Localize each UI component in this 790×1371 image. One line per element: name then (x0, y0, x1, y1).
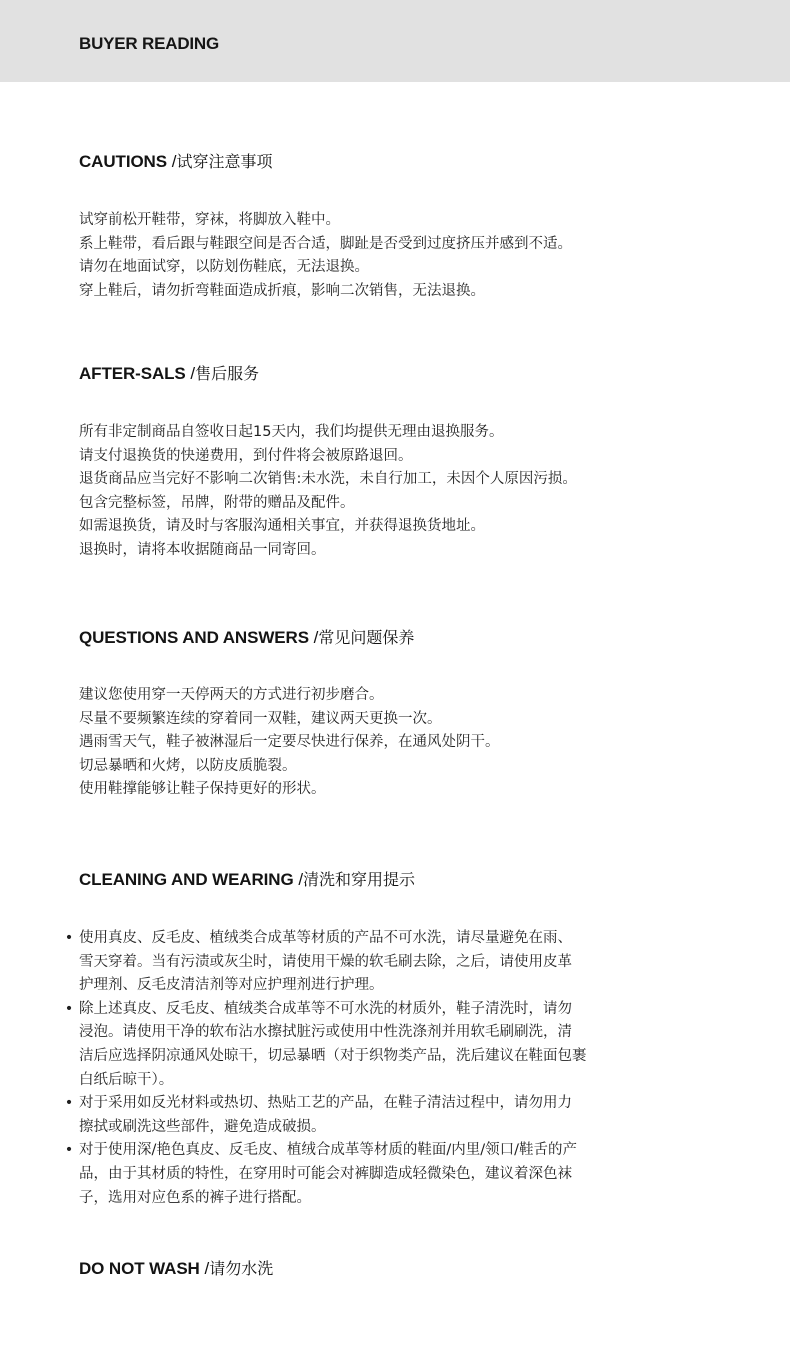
heading-zh: 试穿注意事项 (176, 152, 273, 171)
qa-section (79, 627, 719, 802)
heading-zh: 售后服务 (195, 364, 260, 383)
section-heading-do-not-wash (79, 1258, 719, 1280)
cleaning-bullet-list (63, 927, 663, 1210)
after-sales-list (79, 421, 719, 563)
section-heading-cleaning (79, 869, 719, 891)
bullet-line: 白纸后晾干）。 (79, 1071, 174, 1088)
bullet-line: 除上述真皮、反毛皮、植绒类合成革等不可水洗的材质外，鞋子清洗时，请勿 (79, 1000, 572, 1017)
heading-en: DO NOT WASH (79, 1259, 200, 1278)
heading-separator: / (308, 628, 319, 647)
list-item: 穿上鞋后，请勿折弯鞋面造成折痕，影响二次销售，无法退换。 (79, 282, 485, 299)
list-item: 尽量不要频繁连续的穿着同一双鞋，建议两天更换一次。 (79, 710, 442, 727)
bullet-line: 浸泡。请使用干净的软布沾水擦拭脏污或使用中性洗涤剂并用软毛刷刷洗，清 (79, 1024, 572, 1041)
bullet-marker: • (64, 930, 74, 946)
bullet-item (63, 1092, 663, 1139)
heading-separator: / (293, 870, 304, 889)
bullet-marker: • (64, 1142, 74, 1159)
bullet-item (63, 1139, 663, 1210)
page-title: BUYER READING (79, 34, 220, 53)
list-item: 请勿在地面试穿，以防划伤鞋底，无法退换。 (79, 259, 369, 276)
bullet-line: 对于采用如反光材料或热切、热贴工艺的产品，在鞋子清洁过程中，请勿用力 (79, 1095, 572, 1112)
list-item: 退货商品应当完好不影响二次销售:未水洗，未自行加工，未因个人原因污损。 (79, 471, 577, 488)
bullet-line: 子，选用对应色系的裤子进行搭配。 (79, 1189, 311, 1206)
heading-en: CAUTIONS (79, 152, 167, 171)
bullet-line: 擦拭或刷洗这些部件，避免造成破损。 (79, 1118, 326, 1135)
list-item: 系上鞋带，看后跟与鞋跟空间是否合适，脚趾是否受到过度挤压并感到不适。 (79, 235, 572, 252)
cautions-list (79, 209, 719, 303)
bullet-line: 使用真皮、反毛皮、植绒类合成革等材质的产品不可水洗，请尽量避免在雨、 (79, 930, 572, 946)
list-item: 如需退换货，请及时与客服沟通相关事宜，并获得退换货地址。 (79, 518, 485, 535)
heading-en: CLEANING AND WEARING (79, 870, 294, 889)
list-item: 请支付退换货的快递费用，到付件将会被原路退回。 (79, 447, 413, 464)
list-item: 包含完整标签，吊牌，附带的赠品及配件。 (79, 494, 355, 511)
list-item: 退换时，请将本收据随商品一同寄回。 (79, 541, 326, 558)
bullet-marker: • (64, 1000, 74, 1017)
heading-separator: / (185, 364, 196, 383)
list-item: 遇雨雪天气，鞋子被淋湿后一定要尽快进行保养，在通风处阴干。 (79, 734, 500, 751)
list-item: 所有非定制商品自签收日起15天内，我们均提供无理由退换服务。 (79, 424, 504, 440)
qa-list (79, 684, 719, 802)
heading-zh: 清洗和穿用提示 (303, 870, 416, 889)
list-item: 切忌暴晒和火烤，以防皮质脆裂。 (79, 757, 297, 774)
section-heading-cautions (79, 151, 719, 173)
heading-en: QUESTIONS AND ANSWERS (79, 628, 309, 647)
heading-separator: / (199, 1259, 210, 1278)
bullet-item (63, 927, 663, 998)
header-bar (0, 0, 790, 82)
heading-separator: / (166, 152, 177, 171)
list-item: 使用鞋撑能够让鞋子保持更好的形状。 (79, 781, 326, 798)
bullet-line: 雪天穿着。当有污渍或灰尘时，请使用干燥的软毛刷去除，之后，请使用皮革 (79, 953, 572, 970)
heading-zh: 请勿水洗 (209, 1259, 274, 1278)
list-item: 建议您使用穿一天停两天的方式进行初步磨合。 (79, 687, 384, 703)
bullet-marker: • (64, 1095, 74, 1112)
bullet-line: 品，由于其材质的特性，在穿用时可能会对裤脚造成轻微染色，建议着深色袜 (79, 1165, 572, 1182)
bullet-item (63, 998, 663, 1092)
heading-zh: 常见问题保养 (318, 628, 415, 647)
after-sales-section (79, 363, 719, 563)
do-not-wash-section (79, 1258, 719, 1280)
bullet-line: 洁后应选择阴凉通风处晾干，切忌暴晒（对于织物类产品，洗后建议在鞋面包裹 (79, 1047, 587, 1064)
section-heading-after-sales (79, 363, 719, 385)
bullet-line: 对于使用深/艳色真皮、反毛皮、植绒合成革等材质的鞋面/内里/领口/鞋舌的产 (79, 1142, 578, 1159)
cautions-section (79, 151, 719, 303)
bullet-line: 护理剂、反毛皮清洁剂等对应护理剂进行护理。 (79, 977, 384, 994)
heading-en: AFTER-SALS (79, 364, 186, 383)
list-item: 试穿前松开鞋带，穿袜，将脚放入鞋中。 (79, 212, 340, 228)
section-heading-qa (79, 627, 719, 649)
cleaning-section (79, 869, 719, 891)
